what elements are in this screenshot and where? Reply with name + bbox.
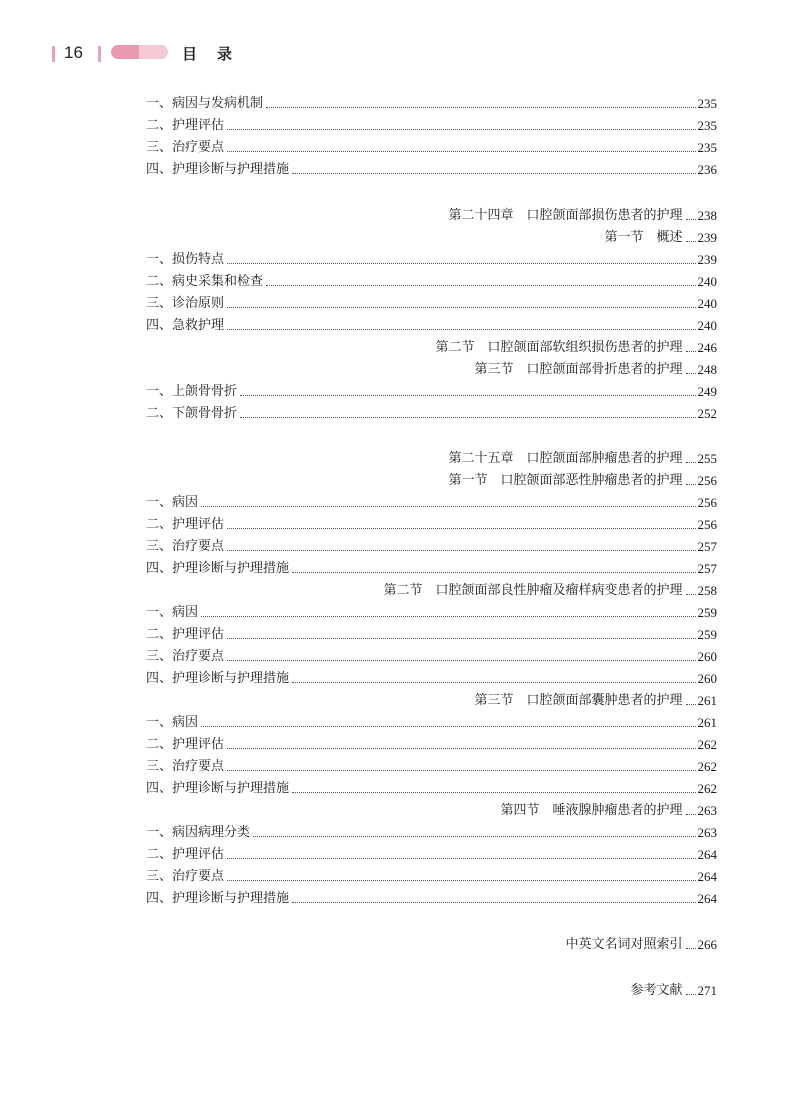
toc-dot-leader [227,329,695,330]
toc-entry-item[interactable] [146,645,717,665]
toc-entry-section[interactable] [474,358,717,378]
toc-dot-leader [227,638,695,639]
toc-entry-title: 二、护理评估 [146,737,225,752]
toc-entry-page: 271 [697,983,717,998]
toc-entry-title: 中英文名词对照索引 [565,937,683,952]
toc-dot-leader [201,506,695,507]
toc-entry-section[interactable] [448,469,717,489]
toc-dot-leader [227,748,695,749]
toc-entry-page: 240 [697,296,717,311]
toc-dot-leader [686,814,696,815]
toc-entry-section[interactable] [474,689,717,709]
toc-dot-leader [227,770,695,771]
toc-entry-item[interactable] [146,843,717,863]
toc-entry-title: 一、损伤特点 [146,252,225,267]
toc-entry-item[interactable] [146,667,717,687]
toc-entry-page: 262 [697,781,717,796]
toc-entry-section[interactable] [383,579,717,599]
toc-entry-title: 四、护理诊断与护理措施 [146,561,290,576]
toc-dot-leader [227,858,695,859]
toc-entry-item[interactable] [146,887,717,907]
toc-entry-page: 259 [697,605,717,620]
toc-entry-page: 248 [697,362,717,377]
toc-dot-leader [292,173,695,174]
toc-entry-title: 二、病史采集和检查 [146,274,264,289]
toc-entry-page: 264 [697,891,717,906]
toc-entry-title: 一、上颌骨骨折 [146,384,238,399]
toc-entry-page: 240 [697,274,717,289]
toc-entry-page: 238 [697,208,717,223]
toc-entry-page: 261 [697,715,717,730]
toc-dot-leader [292,792,695,793]
toc-entry-title: 第二节 口腔颌面部软组织损伤患者的护理 [435,340,683,355]
toc-entry-chapter[interactable] [448,204,717,224]
toc-entry-page: 257 [697,561,717,576]
toc-entry-item[interactable] [146,292,717,312]
toc-entry-item[interactable] [146,491,717,511]
toc-entry-page: 261 [697,693,717,708]
header-decor-pill [111,45,168,59]
toc-entry-page: 256 [697,495,717,510]
toc-entry-item[interactable] [146,865,717,885]
toc-entry-page: 235 [697,118,717,133]
toc-entry-title: 四、护理诊断与护理措施 [146,781,290,796]
toc-dot-leader [292,902,695,903]
toc-entry-title: 第二节 口腔颌面部良性肿瘤及瘤样病变患者的护理 [383,583,683,598]
toc-entry-page: 260 [697,649,717,664]
toc-entry-item[interactable] [146,92,717,112]
toc-entry-title: 二、护理评估 [146,118,225,133]
toc-dot-leader [686,948,696,949]
toc-dot-leader [686,219,696,220]
toc-entry-title: 三、诊治原则 [146,296,225,311]
toc-dot-leader [227,129,695,130]
toc-dot-leader [201,726,695,727]
toc-entry-title: 四、护理诊断与护理措施 [146,891,290,906]
toc-entry-title: 二、下颌骨骨折 [146,406,238,421]
toc-entry-title: 第三节 口腔颌面部骨折患者的护理 [474,362,683,377]
toc-dot-leader [686,462,696,463]
toc-entry-chapter[interactable] [565,933,717,953]
toc-entry-chapter[interactable] [448,447,717,467]
toc-dot-leader [227,880,695,881]
toc-entry-item[interactable] [146,535,717,555]
header-left-bar [52,46,55,62]
toc-entry-item[interactable] [146,623,717,643]
toc-entry-title: 第一节 口腔颌面部恶性肿瘤患者的护理 [448,473,683,488]
toc-entry-page: 260 [697,671,717,686]
toc-dot-leader [227,550,695,551]
toc-entry-page: 263 [697,825,717,840]
toc-dot-leader [227,263,695,264]
toc-entry-page: 246 [697,340,717,355]
toc-entry-item[interactable] [146,402,717,422]
toc-entry-title: 三、治疗要点 [146,539,225,554]
toc-entry-page: 235 [697,96,717,111]
toc-dot-leader [292,682,695,683]
toc-entry-section[interactable] [500,799,717,819]
toc-dot-leader [686,994,696,995]
toc-dot-leader [686,241,696,242]
toc-dot-leader [240,395,695,396]
toc-entry-page: 255 [697,451,717,466]
toc-entry-page: 256 [697,517,717,532]
toc-dot-leader [227,307,695,308]
toc-entry-item[interactable] [146,821,717,841]
toc-dot-leader [292,572,695,573]
toc-entry-chapter[interactable] [630,979,717,999]
toc-entry-item[interactable] [146,733,717,753]
toc-dot-leader [686,704,696,705]
toc-entry-item[interactable] [146,270,717,290]
toc-entry-page: 262 [697,737,717,752]
header-title: 目录 [182,45,253,63]
toc-entry-title: 一、病因 [146,495,199,510]
toc-entry-page: 257 [697,539,717,554]
toc-entry-title: 四、护理诊断与护理措施 [146,162,290,177]
toc-dot-leader [253,836,695,837]
toc-entry-page: 249 [697,384,717,399]
toc-entry-page: 262 [697,759,717,774]
toc-entry-page: 259 [697,627,717,642]
toc-entry-item[interactable] [146,136,717,156]
toc-entry-page: 239 [697,230,717,245]
toc-dot-leader [266,107,695,108]
toc-entry-title: 三、治疗要点 [146,869,225,884]
toc-entry-item[interactable] [146,158,717,178]
toc-entry-title: 第二十五章 口腔颌面部肿瘤患者的护理 [448,451,683,466]
toc-entry-title: 四、急救护理 [146,318,225,333]
toc-entry-title: 三、治疗要点 [146,759,225,774]
toc-entry-item[interactable] [146,777,717,797]
toc-dot-leader [686,484,696,485]
toc-entry-item[interactable] [146,557,717,577]
toc-entry-page: 235 [697,140,717,155]
toc-dot-leader [227,151,695,152]
toc-entry-page: 258 [697,583,717,598]
page-number: 16 [64,43,83,62]
toc-entry-item[interactable] [146,513,717,533]
page-header [52,38,752,68]
toc-entry-title: 第二十四章 口腔颌面部损伤患者的护理 [448,208,683,223]
toc-entry-title: 第三节 口腔颌面部囊肿患者的护理 [474,693,683,708]
toc-entry-page: 252 [697,406,717,421]
toc-entry-title: 三、治疗要点 [146,649,225,664]
toc-entry-page: 236 [697,162,717,177]
toc-entry-section[interactable] [604,226,717,246]
toc-entry-item[interactable] [146,711,717,731]
toc-entry-item[interactable] [146,248,717,268]
toc-entry-title: 一、病因 [146,605,199,620]
toc-entry-title: 第一节 概述 [604,230,683,245]
toc-dot-leader [266,285,695,286]
toc-entry-title: 一、病因病理分类 [146,825,251,840]
toc-entry-item[interactable] [146,314,717,334]
toc-entry-page: 239 [697,252,717,267]
toc-dot-leader [686,594,696,595]
toc-dot-leader [686,373,696,374]
toc-entry-title: 四、护理诊断与护理措施 [146,671,290,686]
toc-dot-leader [201,616,695,617]
toc-entry-section[interactable] [435,336,717,356]
toc-dot-leader [227,528,695,529]
toc-entry-page: 263 [697,803,717,818]
toc-entry-title: 第四节 唾液腺肿瘤患者的护理 [500,803,683,818]
toc-entry-page: 266 [697,937,717,952]
toc-entry-title: 一、病因与发病机制 [146,96,264,111]
toc-entry-title: 参考文献 [630,983,683,998]
header-divider-bar [98,46,101,62]
toc-entry-title: 三、治疗要点 [146,140,225,155]
toc-dot-leader [240,417,695,418]
toc-entry-item[interactable] [146,601,717,621]
toc-entry-page: 264 [697,847,717,862]
toc-entry-item[interactable] [146,755,717,775]
toc-entry-page: 264 [697,869,717,884]
toc-entry-title: 二、护理评估 [146,627,225,642]
toc-entry-title: 二、护理评估 [146,847,225,862]
toc-entry-page: 256 [697,473,717,488]
toc-entry-item[interactable] [146,114,717,134]
toc-dot-leader [686,351,696,352]
toc-entry-title: 一、病因 [146,715,199,730]
toc-entry-item[interactable] [146,380,717,400]
toc-entry-page: 240 [697,318,717,333]
toc-dot-leader [227,660,695,661]
toc-entry-title: 二、护理评估 [146,517,225,532]
